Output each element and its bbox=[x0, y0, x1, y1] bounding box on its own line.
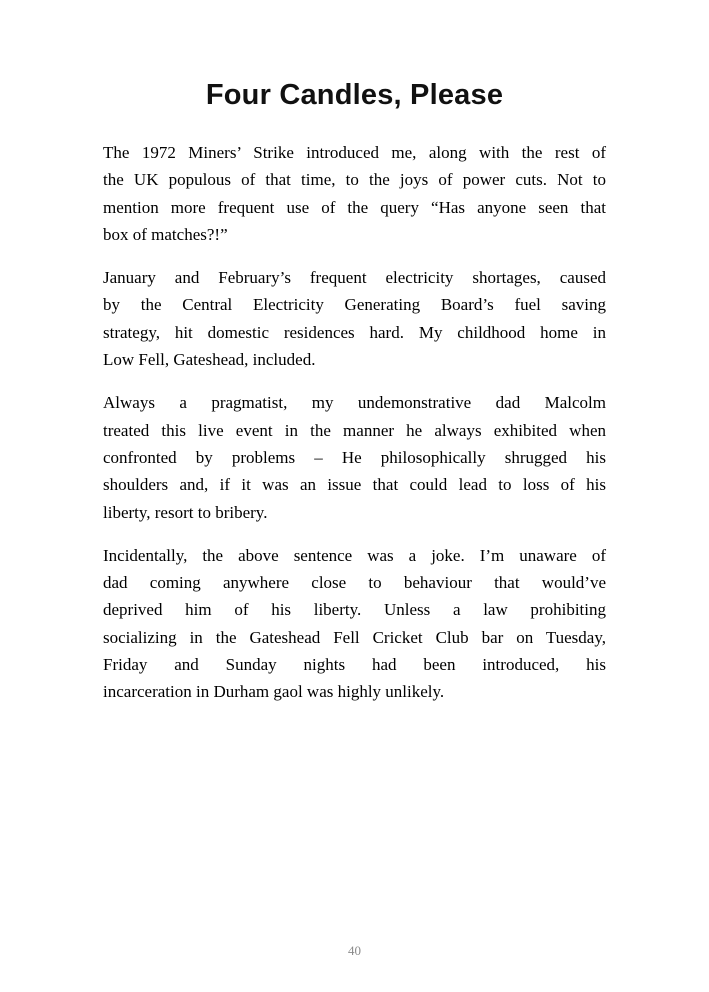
paragraph-line: Always a pragmatist, my undemonstrative dad Malcolm bbox=[103, 393, 606, 413]
paragraph-line: dad coming anywhere close to behaviour that would’ve bbox=[103, 573, 606, 593]
paragraph-line: socializing in the Gateshead Fell Cricket Club bar on Tuesday, bbox=[103, 627, 606, 647]
paragraph-line: January and February’s frequent electricity shortages, caused bbox=[103, 268, 606, 288]
paragraph-line: strategy, hit domestic residences hard. My childhood home in bbox=[103, 322, 606, 342]
page-title: Four Candles, Please bbox=[205, 79, 504, 111]
paragraph-line: treated this live event in the manner he always exhibited when bbox=[103, 420, 606, 440]
page-number: 40 bbox=[348, 943, 361, 958]
paragraph-line: by the Central Electricity Generating Board’s fuel saving bbox=[103, 295, 606, 315]
paragraph-line: incarceration in Durham gaol was highly unlikely. bbox=[103, 682, 445, 702]
paragraph-line: liberty, resort to bribery. bbox=[103, 502, 268, 522]
paragraph-line: shoulders and, if it was an issue that could lead to loss of his bbox=[103, 475, 606, 495]
paragraph-line: box of matches?!” bbox=[103, 224, 228, 244]
paragraph-line: Friday and Sunday nights had been introduced, his bbox=[103, 655, 606, 675]
body-text bbox=[103, 139, 606, 706]
paragraph bbox=[103, 264, 606, 373]
paragraph-line: the UK populous of that time, to the joys of power cuts. Not to bbox=[103, 170, 606, 190]
paragraph-line: Incidentally, the above sentence was a joke. I’m unaware of bbox=[103, 545, 606, 565]
paragraph-line: Low Fell, Gateshead, included. bbox=[103, 350, 316, 370]
paragraph bbox=[103, 139, 606, 248]
paragraph-line: The 1972 Miners’ Strike introduced me, along with the rest of bbox=[103, 143, 606, 162]
paragraph-line: deprived him of his liberty. Unless a law prohibiting bbox=[103, 600, 606, 620]
paragraph-line: confronted by problems – He philosophically shrugged his bbox=[103, 447, 606, 467]
paragraph bbox=[103, 389, 606, 525]
paragraph bbox=[103, 542, 606, 706]
paragraph-line: mention more frequent use of the query “Has anyone seen that bbox=[103, 197, 606, 217]
